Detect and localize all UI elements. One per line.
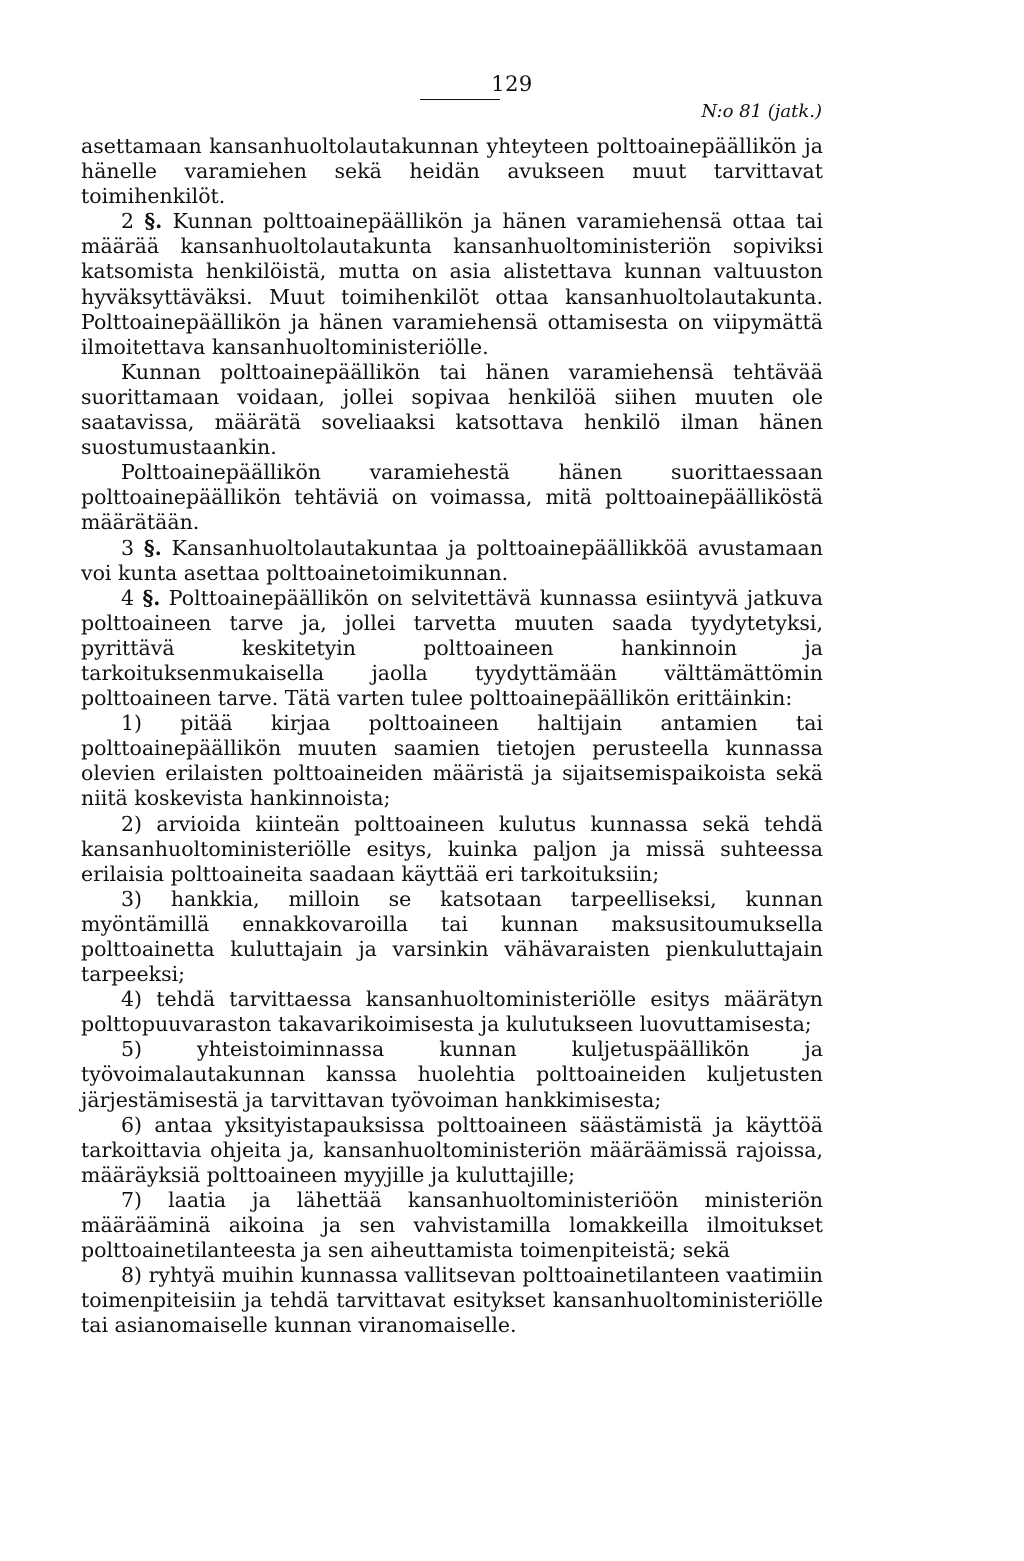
section-mark: §. — [143, 535, 162, 560]
section-mark: §. — [142, 585, 161, 610]
section-4-paragraph: 4 §. Polttoainepäällikön on selvitettävä kunnassa esiintyvä jatkuva polttoaineen tarve ja, jollei tarvetta muuten saada tyydytetyksi, pyrittävä keskitetyin polttoaineen hankinnoin ja tarkoituksenmukaisella jaolla tyydyttämään välttämättömin polttoaineen tarve. Tätä varten tulee polttoainepäällikön erittäinkin: — [81, 585, 823, 711]
paragraph: Polttoainepäällikön varamiehestä hänen suorittaessaan polttoainepäällikön tehtäviä on voimassa, mitä polttoainepäälliköstä määrätään. — [81, 460, 823, 535]
body-text — [81, 134, 823, 1339]
list-item: 5) yhteistoiminnassa kunnan kuljetuspäällikön ja työvoimalautakunnan kanssa huolehtia polttoaineiden kuljetusten järjestämisestä ja tarvittavan työvoiman hankkimisesta; — [81, 1037, 823, 1112]
list-item: 4) tehdä tarvittaessa kansanhuoltoministeriölle esitys määrätyn polttopuuvaraston takavarikoimisesta ja kulutukseen luovuttamisesta; — [81, 987, 823, 1037]
section-mark: §. — [144, 209, 163, 234]
paragraph: Kunnan polttoainepäällikön tai hänen varamiehensä tehtävää suorittamaan voidaan, jollei sopivaa henkilöä siihen muuten ole saatavissa, määrätä soveliaaksi katsottava henkilö ilman hänen suostumustaankin. — [81, 359, 823, 460]
section-number: 2 — [121, 209, 135, 234]
list-item: 6) antaa yksityistapauksissa polttoaineen säästämistä ja käyttöä tarkoittavia ohjeita ja, kansanhuoltoministeriön määräämissä rajoissa, määräyksiä polttoaineen myyjille ja kuluttajille; — [81, 1112, 823, 1187]
section-3-paragraph: 3 §. Kansanhuoltolautakuntaa ja polttoainepäällikköä avustamaan voi kunta asettaa polttoainetoimikunnan. — [81, 535, 823, 585]
list-item: 2) arvioida kiinteän polttoaineen kulutus kunnassa sekä tehdä kansanhuoltoministeriölle esitys, kuinka paljon ja missä suhteessa erilaisia polttoaineita saadaan käyttää eri tarkoituksiin; — [81, 811, 823, 886]
list-item: 8) ryhtyä muihin kunnassa vallitsevan polttoainetilanteen vaatimiin toimenpiteisiin ja tehdä tarvittavat esitykset kansanhuoltoministeriölle tai asianomaiselle kunnan viranomaiselle. — [81, 1263, 823, 1338]
section-2-paragraph: 2 §. Kunnan polttoainepäällikön ja hänen varamiehensä ottaa tai määrää kansanhuoltolautakunta kansanhuoltoministeriön sopiviksi katsomista henkilöistä, mutta on asia alistettava kunnan valtuuston hyväksyttäväksi. Muut toimihenkilöt ottaa kansanhuoltolautakunta. Polttoainepäällikön ja hänen varamiehensä ottamisesta on viipymättä ilmoitettava kansanhuoltoministeriölle. — [81, 209, 823, 359]
list-item: 1) pitää kirjaa polttoaineen haltijain antamien tai polttoainepäällikön muuten saamien tietojen perusteella kunnassa olevien erilaisten polttoaineiden määristä ja sijaitsemispaikoista sekä niitä koskevista hankinnoista; — [81, 711, 823, 811]
section-number: 3 — [121, 535, 135, 560]
running-head: N:o 81 (jatk.) — [701, 101, 822, 122]
page-number: 129 — [491, 72, 533, 96]
header-rule — [420, 99, 500, 100]
paragraph-continuation: asettamaan kansanhuoltolautakunnan yhteyteen polttoainepäällikön ja hänelle varamiehen sekä heidän avukseen muut tarvittavat toimihenkilöt. — [81, 134, 823, 209]
list-item: 7) laatia ja lähettää kansanhuoltoministeriöön ministeriön määrääminä aikoina ja sen vahvistamilla lomakkeilla ilmoitukset polttoainetilanteesta ja sen aiheuttamista toimenpiteistä; sekä — [81, 1187, 823, 1263]
list-item: 3) hankkia, milloin se katsotaan tarpeelliseksi, kunnan myöntämillä ennakkovaroilla tai kunnan maksusitoumuksella polttoainetta kuluttajain ja varsinkin vähävaraisten pienkuluttajain tarpeeksi; — [81, 886, 823, 987]
section-number: 4 — [121, 585, 135, 610]
